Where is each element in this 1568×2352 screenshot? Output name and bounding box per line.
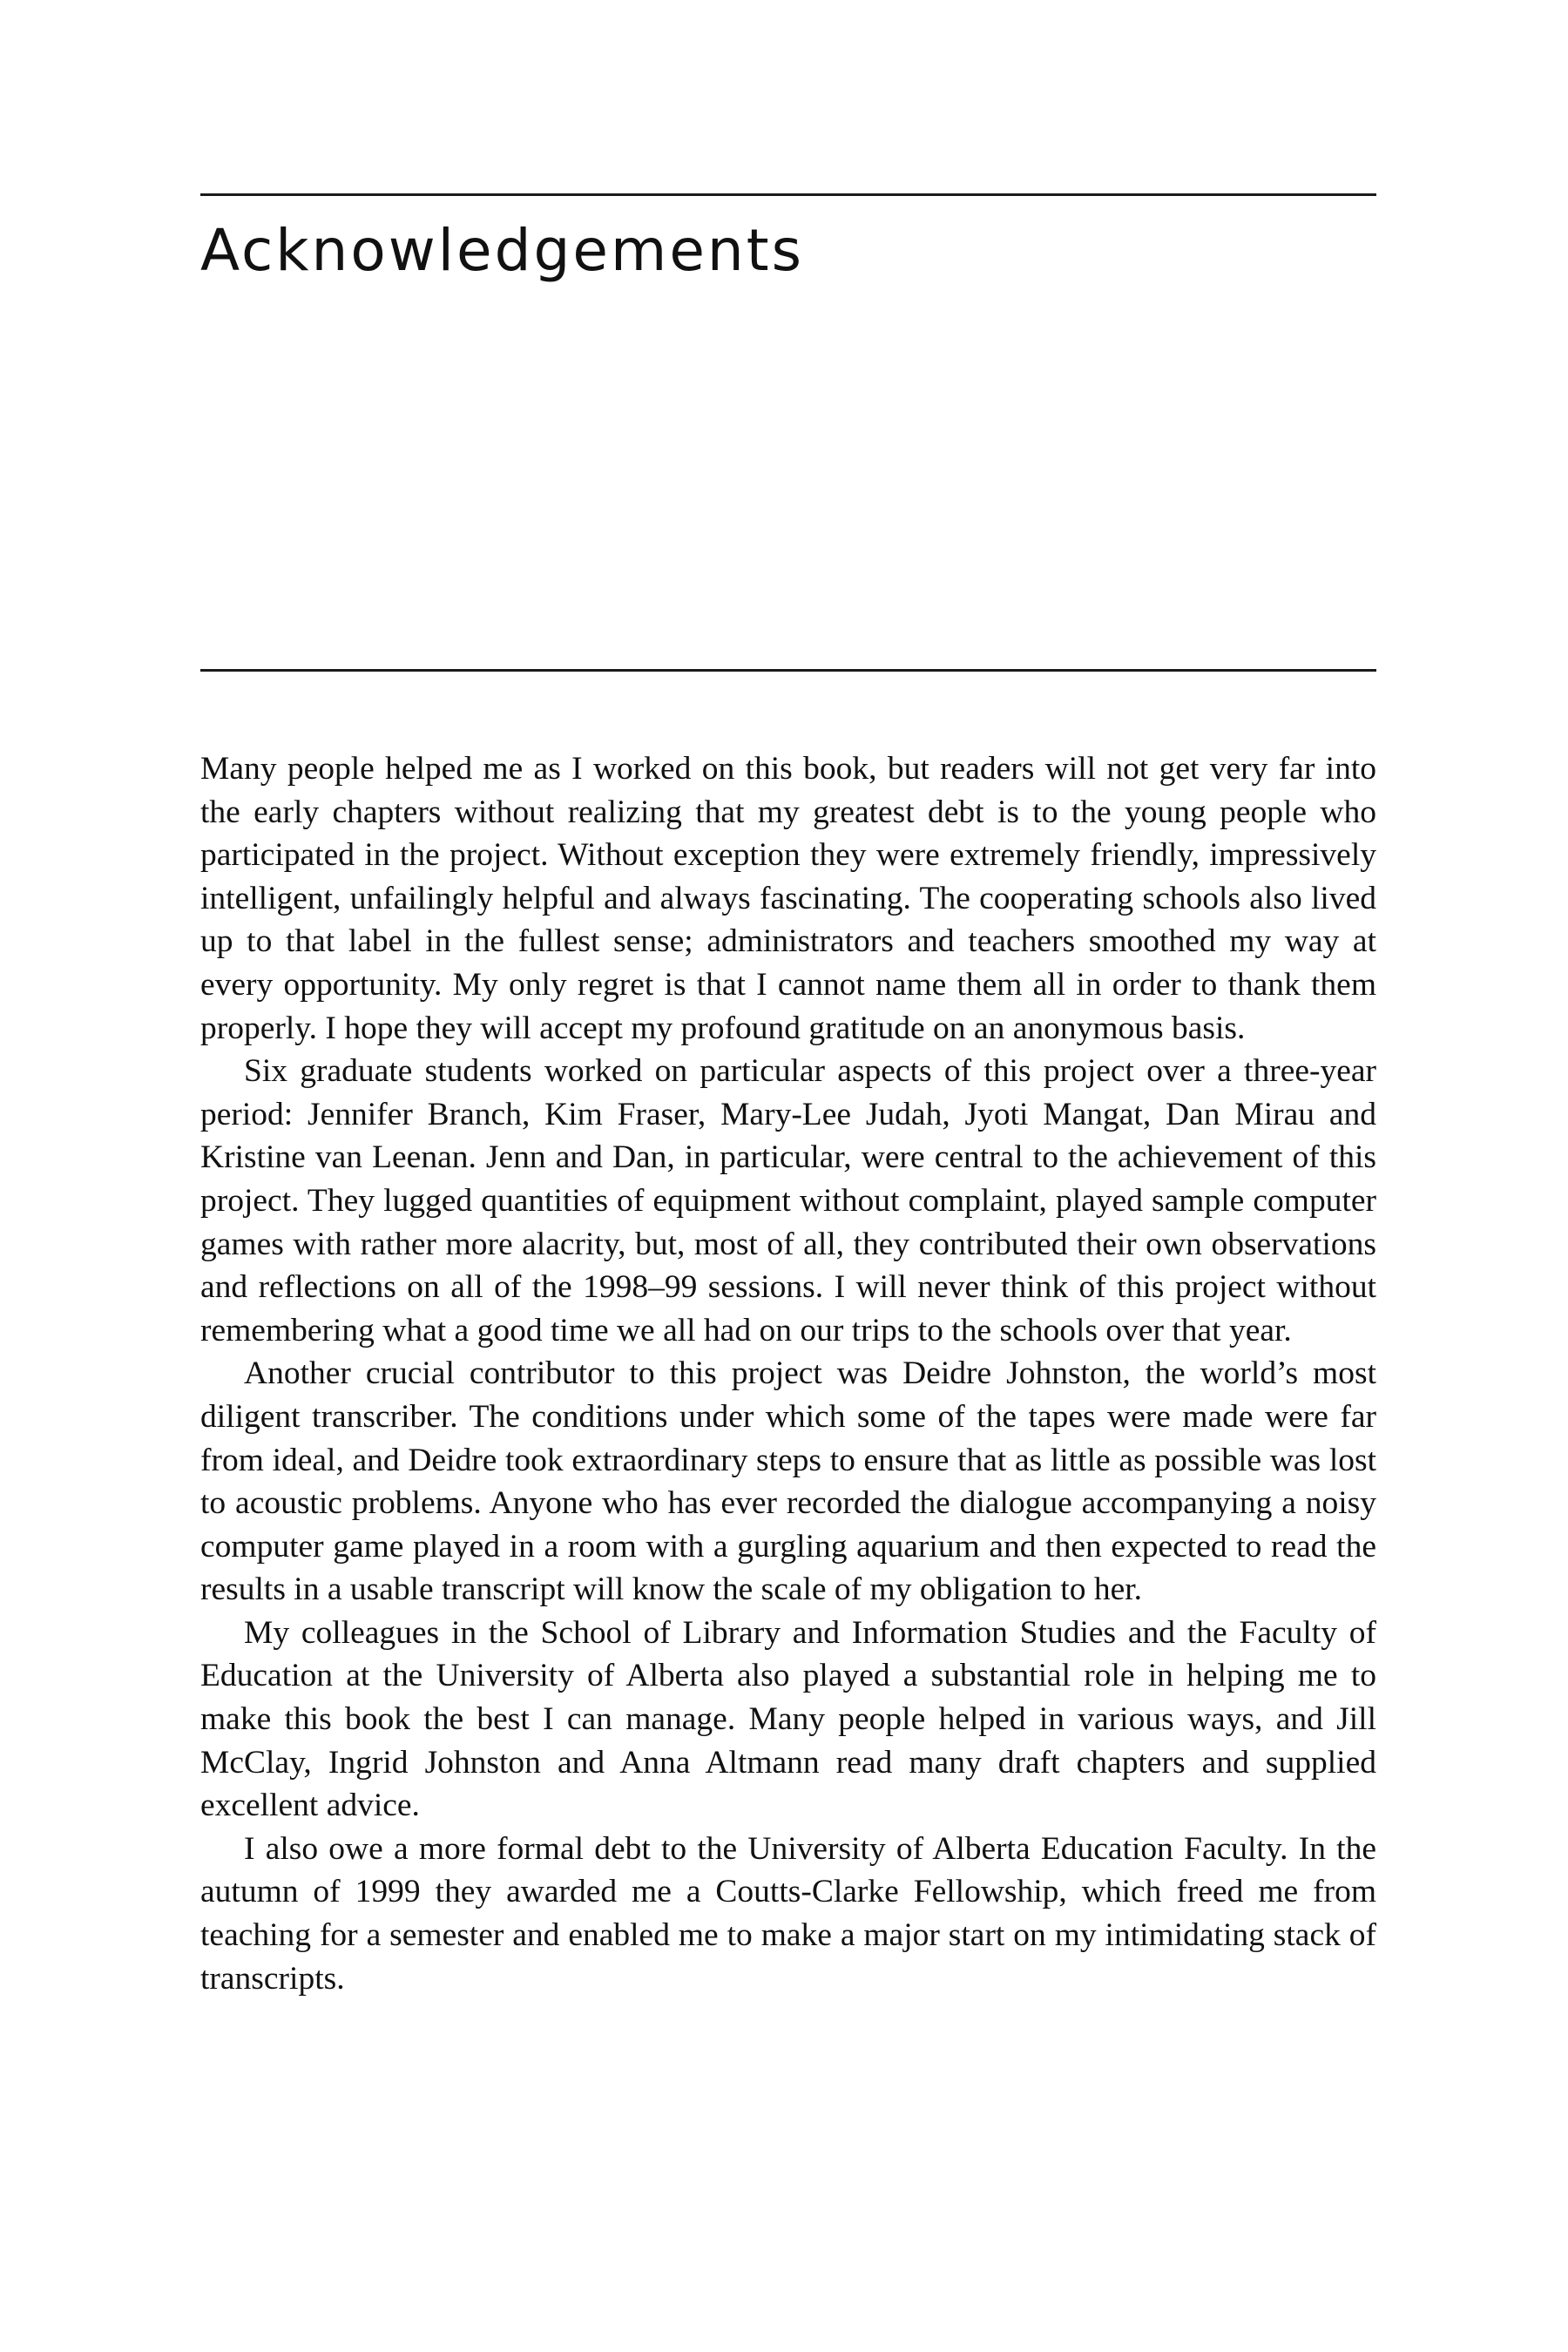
- paragraph-4: My colleagues in the School of Library and Information Studies and the Faculty of Education at the University of Alberta also played a substantial role in helping me to make this book the best I can manage. Many people helped in various ways, and Jill McClay, Ingrid Johnston and Anna Altmann read many draft chapters and supplied excellent advice.: [200, 1614, 1376, 1824]
- top-rule: [200, 193, 1376, 196]
- paragraph-3: Another crucial contributor to this project was Deidre Johnston, the world’s most diligent transcriber. The conditions under which some of the tapes were made were far from ideal, and Deidre took extraordinary steps to ensure that as little as possible was lost to acoustic problems. Anyone who has ever recorded the dialogue accompanying a noisy computer game played in a room with a gurgling aquarium and then expected to read the results in a usable transcript will know the scale of my obligation to her.: [200, 1355, 1376, 1608]
- paragraph-5: I also owe a more formal debt to the University of Alberta Education Faculty. In the autumn of 1999 they awarded me a Coutts-Clarke Fellowship, which freed me from teaching for a semester and enabled me to make a major start on my intimidating stack of transcripts.: [200, 1830, 1376, 1997]
- paragraph-2: Six graduate students worked on particular aspects of this project over a three-year period: Jennifer Branch, Kim Fraser, Mary-Lee Judah, Jyoti Mangat, Dan Mirau and Kristine van Leenan. Jenn and Dan, in particular, were central to the achievement of this project. They lugged quantities of equipment without complaint, played sample computer games with rather more alacrity, but, most of all, they contributed their own observations and reflections on all of the 1998–99 sessions. I will never think of this project without remembering what a good time we all had on our trips to the schools over that year.: [200, 1053, 1376, 1348]
- paragraph-1: Many people helped me as I worked on this book, but readers will not get very far into the early chapters without realizing that my greatest debt is to the young people who participated in the project. Without exception they were extremely friendly, impressively intelligent, unfailingly helpful and always fascinating. The cooperating schools also lived up to that label in the fullest sense; administrators and teachers smoothed my way at every opportunity. My only regret is that I cannot name them all in order to thank them properly. I hope they will accept my profound gratitude on an anonymous basis.: [200, 751, 1376, 1046]
- body-text: [200, 747, 1376, 2000]
- title-bottom-rule: [200, 669, 1376, 672]
- chapter-title: Acknowledgements: [200, 217, 805, 284]
